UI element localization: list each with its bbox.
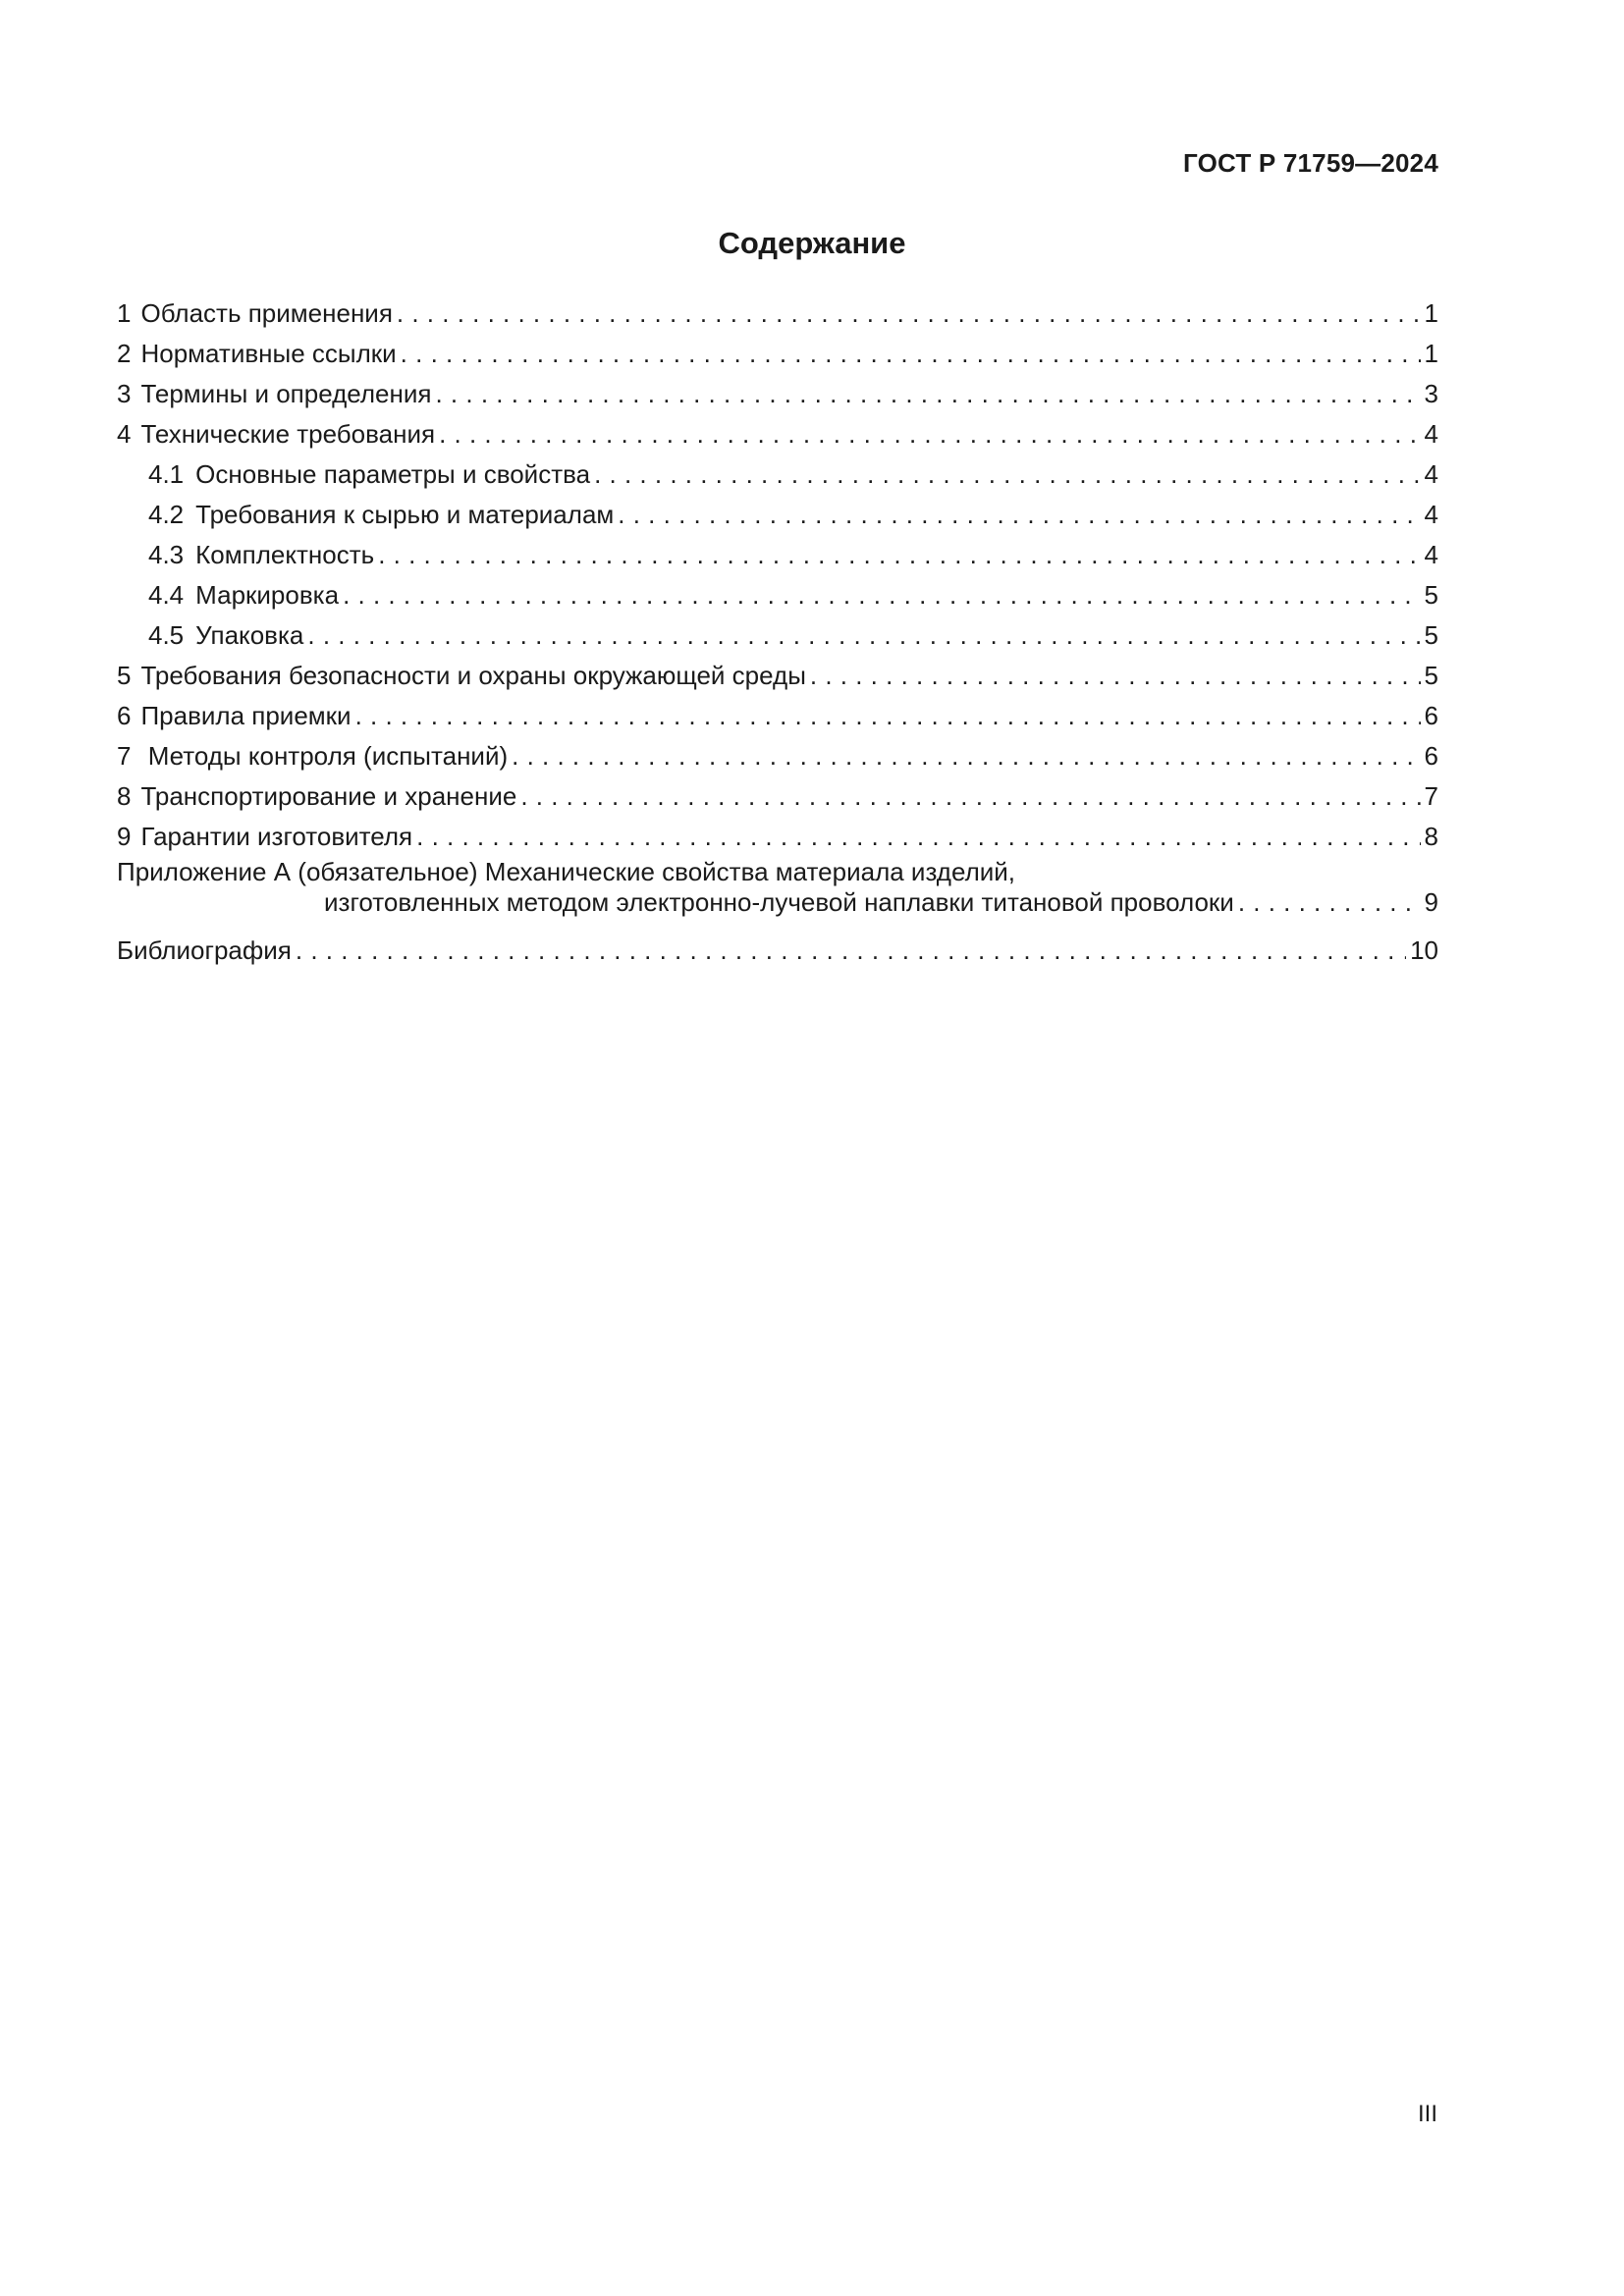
toc-item-number: 4.2 — [148, 500, 185, 529]
table-of-contents — [117, 288, 1438, 965]
toc-item-label: Упаковка — [195, 620, 304, 650]
toc-item-label: Термины и определения — [140, 379, 432, 408]
toc-item-number: 5 — [117, 661, 132, 690]
page-number: III — [1417, 2101, 1437, 2127]
toc-leader-dots — [618, 500, 1420, 529]
toc-leader-dots — [512, 741, 1420, 771]
toc-item-8[interactable] — [117, 771, 1438, 811]
toc-item-label: Комплектность — [195, 540, 375, 569]
toc-item-4-2[interactable] — [117, 489, 1438, 529]
toc-leader-dots — [439, 419, 1420, 449]
toc-item-4-3[interactable] — [117, 529, 1438, 569]
toc-item-number: 4.5 — [148, 620, 185, 650]
toc-item-number: 4.1 — [148, 459, 185, 489]
toc-item-label: Библиография — [117, 935, 292, 965]
toc-item-number: 2 — [117, 339, 132, 368]
toc-leader-dots — [307, 620, 1420, 650]
toc-item-page: 5 — [1424, 580, 1438, 610]
toc-item-number: 4 — [117, 419, 132, 449]
toc-leader-dots — [401, 339, 1421, 368]
toc-item-4-5[interactable] — [117, 610, 1438, 650]
toc-annex-title: Приложение А (обязательное) Механические свойства материала изделий, — [117, 857, 1016, 886]
toc-annex-subtitle: изготовленных методом электронно-лучевой наплавки титановой проволоки — [324, 887, 1234, 917]
toc-leader-dots — [1238, 887, 1421, 917]
toc-item-annex-a[interactable] — [117, 857, 1438, 917]
toc-leader-dots — [594, 459, 1420, 489]
toc-item-page: 8 — [1424, 822, 1438, 851]
toc-item-page: 9 — [1424, 887, 1438, 917]
toc-item-page: 6 — [1424, 701, 1438, 730]
toc-item-page: 4 — [1424, 500, 1438, 529]
toc-item-page: 7 — [1424, 781, 1438, 811]
toc-item-number: 6 — [117, 701, 132, 730]
toc-leader-dots — [435, 379, 1420, 408]
toc-item-label: Транспортирование и хранение — [140, 781, 517, 811]
toc-item-1[interactable] — [117, 288, 1438, 328]
toc-leader-dots — [416, 822, 1420, 851]
toc-leader-dots — [520, 781, 1420, 811]
toc-item-label: Технические требования — [140, 419, 436, 449]
toc-leader-dots — [810, 661, 1421, 690]
toc-item-page: 5 — [1424, 661, 1438, 690]
toc-item-4-4[interactable] — [117, 569, 1438, 610]
toc-item-6[interactable] — [117, 690, 1438, 730]
toc-item-label: Основные параметры и свойства — [195, 459, 591, 489]
toc-item-7[interactable] — [117, 730, 1438, 771]
toc-item-page: 4 — [1424, 419, 1438, 449]
toc-item-page: 6 — [1424, 741, 1438, 771]
toc-item-9[interactable] — [117, 811, 1438, 851]
toc-item-page: 1 — [1424, 339, 1438, 368]
toc-item-number: 9 — [117, 822, 132, 851]
toc-leader-dots — [343, 580, 1420, 610]
toc-item-page: 4 — [1424, 459, 1438, 489]
toc-item-bibliography[interactable] — [117, 925, 1438, 965]
page-title: Содержание — [718, 226, 906, 260]
toc-leader-dots — [397, 298, 1421, 328]
toc-leader-dots — [296, 935, 1406, 965]
toc-leader-dots — [378, 540, 1420, 569]
toc-item-page: 4 — [1424, 540, 1438, 569]
toc-item-4[interactable] — [117, 408, 1438, 449]
toc-item-4-1[interactable] — [117, 449, 1438, 489]
toc-item-page: 5 — [1424, 620, 1438, 650]
toc-item-number: 8 — [117, 781, 132, 811]
toc-item-label: Методы контроля (испытаний) — [140, 741, 509, 771]
toc-item-label: Область применения — [140, 298, 393, 328]
toc-item-page: 3 — [1424, 379, 1438, 408]
toc-item-number: 4.4 — [148, 580, 185, 610]
toc-item-label: Требования безопасности и охраны окружающей среды — [140, 661, 806, 690]
toc-item-number: 4.3 — [148, 540, 185, 569]
toc-item-number: 3 — [117, 379, 132, 408]
toc-item-label: Нормативные ссылки — [140, 339, 397, 368]
toc-item-number: 7 — [117, 741, 132, 771]
toc-item-label: Гарантии изготовителя — [140, 822, 413, 851]
document-standard-id: ГОСТ Р 71759—2024 — [1183, 148, 1438, 178]
toc-item-number: 1 — [117, 298, 132, 328]
toc-item-label: Требования к сырью и материалам — [195, 500, 615, 529]
toc-item-label: Правила приемки — [140, 701, 352, 730]
toc-item-3[interactable] — [117, 368, 1438, 408]
toc-item-label: Маркировка — [195, 580, 340, 610]
toc-leader-dots — [355, 701, 1421, 730]
toc-item-2[interactable] — [117, 328, 1438, 368]
toc-item-page: 1 — [1424, 298, 1438, 328]
toc-item-page: 10 — [1410, 935, 1438, 965]
toc-item-5[interactable] — [117, 650, 1438, 690]
